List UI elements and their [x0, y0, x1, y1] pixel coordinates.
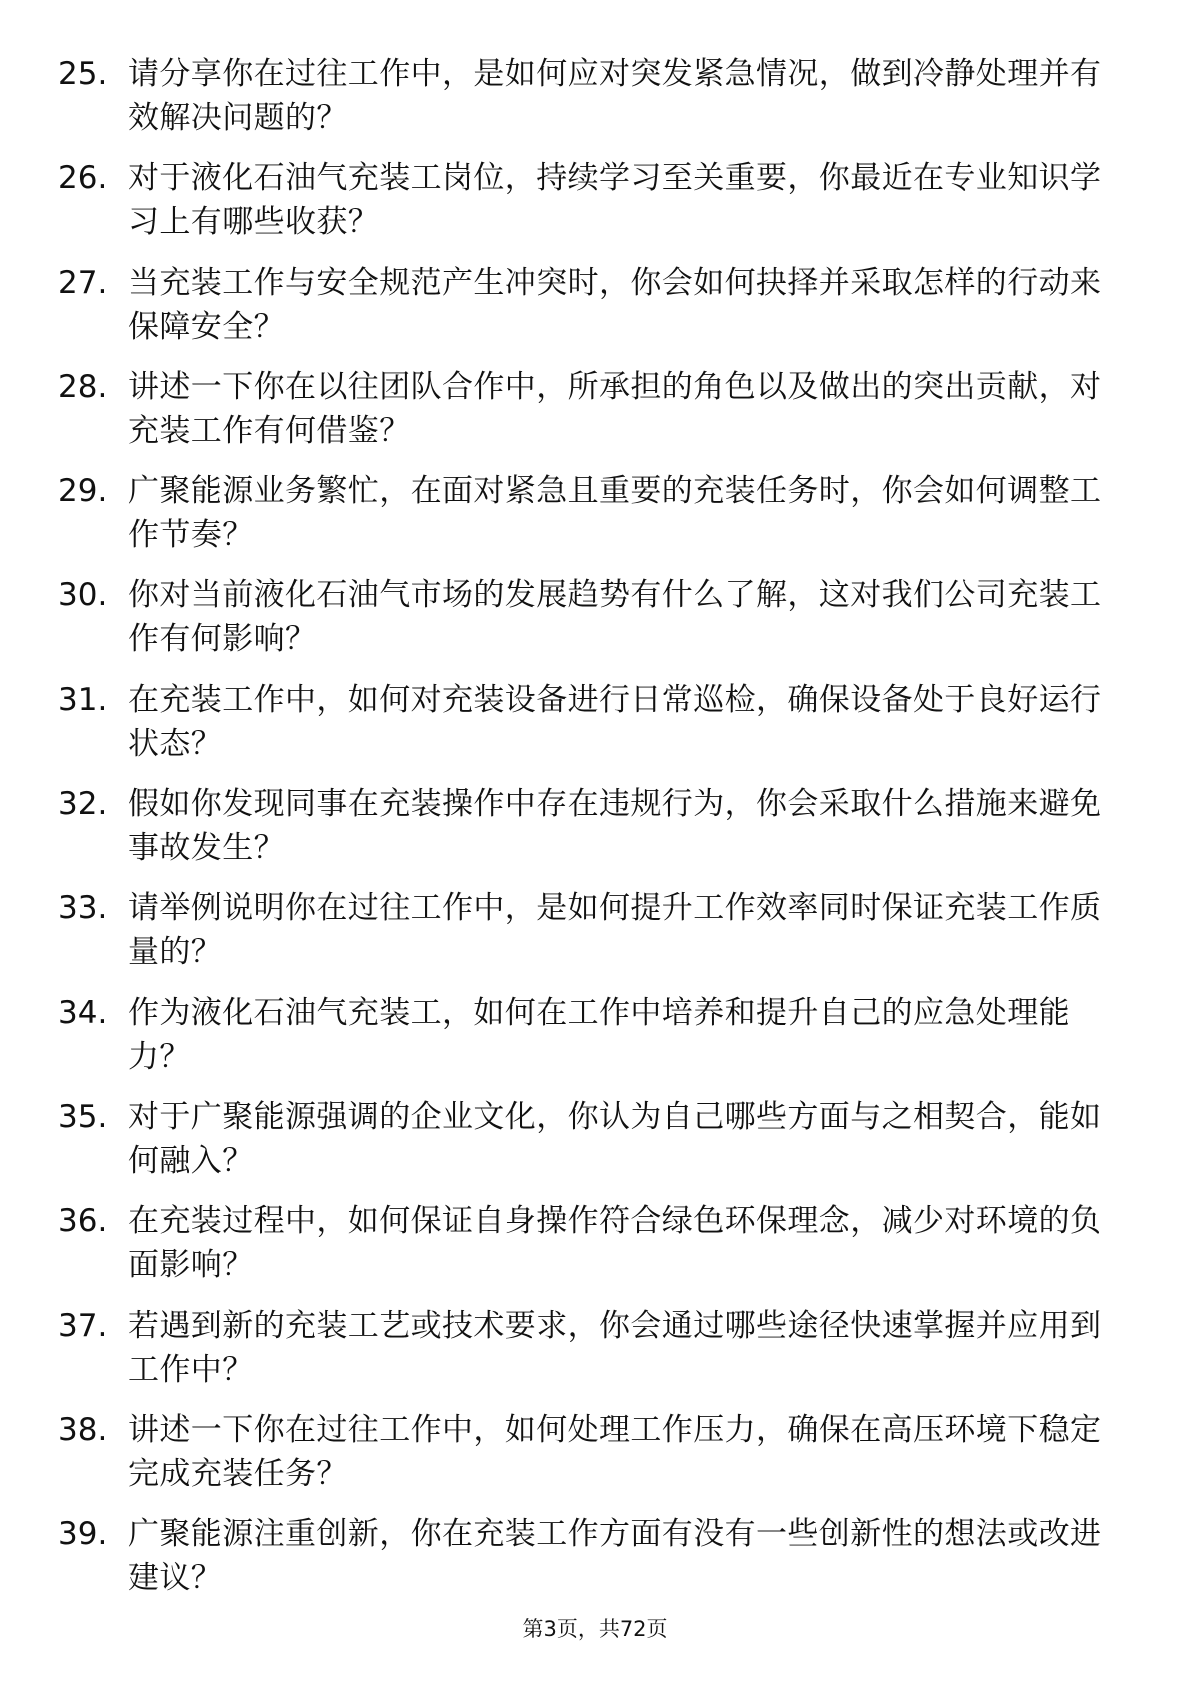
- question-text: 在充装过程中，如何保证自身操作符合绿色环保理念，减少对环境的负面影响？: [128, 1203, 1102, 1284]
- question-number: 39.: [58, 1516, 108, 1553]
- question-item: [58, 886, 1118, 974]
- question-number: 30.: [58, 577, 108, 614]
- question-number: 27.: [58, 264, 108, 301]
- question-text: 广聚能源业务繁忙，在面对紧急且重要的充装任务时，你会如何调整工作节奏？: [128, 473, 1102, 554]
- question-text: 假如你发现同事在充装操作中存在违规行为，你会采取什么措施来避免事故发生？: [128, 786, 1102, 867]
- question-number: 31.: [58, 681, 108, 718]
- question-number: 25.: [58, 56, 108, 92]
- question-number: 35.: [58, 1098, 108, 1135]
- question-text: 作为液化石油气充装工，如何在工作中培养和提升自己的应急处理能力？: [128, 994, 1070, 1075]
- question-text: 讲述一下你在以往团队合作中，所承担的角色以及做出的突出贡献，对充装工作有何借鉴？: [128, 368, 1102, 449]
- question-number: 26.: [58, 160, 108, 197]
- question-item: [58, 469, 1118, 557]
- question-item: [58, 1304, 1118, 1392]
- question-text: 讲述一下你在过往工作中，如何处理工作压力，确保在高压环境下稳定完成充装任务？: [128, 1411, 1102, 1492]
- question-text: 对于液化石油气充装工岗位，持续学习至关重要，你最近在专业知识学习上有哪些收获？: [128, 160, 1102, 241]
- question-number: 32.: [58, 786, 108, 823]
- question-item: [58, 1095, 1118, 1183]
- question-number: 28.: [58, 368, 108, 405]
- question-number: 29.: [58, 473, 108, 510]
- question-item: [58, 678, 1118, 766]
- question-item: [58, 1512, 1118, 1600]
- question-number: 36.: [58, 1203, 108, 1240]
- question-text: 请举例说明你在过往工作中，是如何提升工作效率同时保证充装工作质量的？: [128, 890, 1102, 971]
- question-number: 38.: [58, 1411, 108, 1448]
- question-item: [58, 782, 1118, 870]
- question-item: [58, 52, 1118, 140]
- question-item: [58, 991, 1118, 1079]
- question-list: [58, 52, 1118, 1616]
- question-number: 33.: [58, 890, 108, 927]
- question-item: [58, 1408, 1118, 1496]
- question-item: [58, 156, 1118, 244]
- question-item: [58, 573, 1118, 661]
- question-number: 34.: [58, 994, 108, 1031]
- page-number-footer: 第3页，共72页: [522, 1617, 668, 1641]
- question-text: 对于广聚能源强调的企业文化，你认为自己哪些方面与之相契合，能如何融入？: [128, 1098, 1102, 1179]
- question-text: 你对当前液化石油气市场的发展趋势有什么了解，这对我们公司充装工作有何影响？: [128, 577, 1102, 658]
- question-item: [58, 261, 1118, 349]
- question-text: 若遇到新的充装工艺或技术要求，你会通过哪些途径快速掌握并应用到工作中？: [128, 1307, 1102, 1388]
- question-number: 37.: [58, 1307, 108, 1344]
- question-text: 当充装工作与安全规范产生冲突时，你会如何抉择并采取怎样的行动来保障安全？: [128, 264, 1102, 345]
- question-item: [58, 1199, 1118, 1287]
- question-item: [58, 365, 1118, 453]
- question-text: 请分享你在过往工作中，是如何应对突发紧急情况，做到冷静处理并有效解决问题的？: [128, 56, 1102, 136]
- question-text: 广聚能源注重创新，你在充装工作方面有没有一些创新性的想法或改进建议？: [128, 1516, 1102, 1597]
- question-text: 在充装工作中，如何对充装设备进行日常巡检，确保设备处于良好运行状态？: [128, 681, 1102, 762]
